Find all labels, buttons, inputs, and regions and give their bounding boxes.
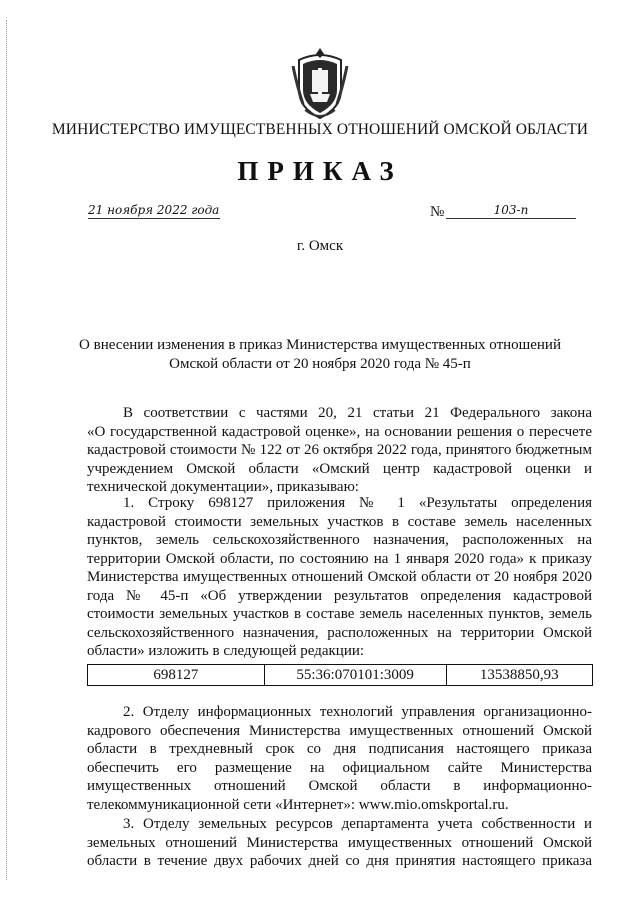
- text-line: 1. Строку 698127 приложения № 1 «Результаты определения: [123, 495, 592, 511]
- order-number: 103-п: [446, 203, 576, 219]
- text-line: области» изложить в следующей редакции:: [87, 643, 365, 659]
- text-line: Министерства имущественных отношений Омской области от 20 ноября 2020: [87, 569, 592, 585]
- text-line: пунктов, земель сельскохозяйственного назначения, расположенных на: [87, 532, 592, 548]
- text-line: кадрового обеспечения Министерства имущественных отношений Омской: [87, 722, 592, 739]
- text-line: области в трехдневный срок со дня подписания настоящего приказа: [87, 741, 592, 757]
- text-line: «О государственной кадастровой оценке», на основании решения о пересчете: [87, 423, 592, 440]
- order-subject: [60, 336, 580, 374]
- text-line: В соответствии с частями 20, 21 статьи 21 Федерального закона: [123, 405, 592, 421]
- subject-line: О внесении изменения в приказ Министерства имущественных отношений: [79, 337, 561, 353]
- text-line: 3. Отделу земельных ресурсов департамента учета собственности и: [123, 816, 592, 832]
- table-cell-row-number: 698127: [88, 665, 265, 686]
- text-line: 2. Отделу информационных технологий управления организационно-: [123, 704, 592, 720]
- coat-of-arms-emblem: [291, 46, 349, 120]
- item-2-paragraph: [87, 703, 592, 814]
- text-line: области в течение двух рабочих дней со дня принятия настоящего приказа: [87, 853, 592, 869]
- text-line: обеспечить его размещение на официальном сайте Министерства: [87, 759, 592, 776]
- text-line: учреждением Омской области «Омский центр кадастровой оценки и: [87, 460, 592, 477]
- text-line: имущественных отношений Омской области в информационно-: [87, 778, 592, 794]
- item-3-paragraph: [87, 815, 592, 871]
- text-line: земельных отношений Министерства имущественных отношений Омской: [87, 834, 592, 851]
- text-line: года № 45-п «Об утверждении результатов определения кадастровой: [87, 587, 592, 604]
- city: г. Омск: [296, 238, 344, 254]
- ministry-name: МИНИСТЕРСТВО ИМУЩЕСТВЕННЫХ ОТНОШЕНИЙ ОМСКОЙ ОБЛАСТИ: [51, 121, 589, 138]
- order-date: 21 ноября 2022 года: [88, 203, 220, 217]
- text-line: телекоммуникационной сети «Интернет»: www.mio.omskportal.ru.: [87, 796, 509, 813]
- text-line: кадастровой стоимости земельных участков в составе земель населенных: [87, 513, 592, 530]
- item-1-paragraph: [87, 494, 592, 661]
- text-line: территории Омской области, по состоянию на 1 января 2020 года» к приказу: [87, 550, 592, 567]
- table-cell-cadastral-number: 55:36:070101:3009: [264, 665, 446, 686]
- text-line: технической документации», приказываю:: [87, 479, 359, 495]
- table-row: [88, 665, 593, 686]
- text-line: кадастровой стоимости № 122 от 26 октября 2022 года, принятого бюджетным: [87, 442, 592, 458]
- scan-margin-line: [6, 20, 9, 880]
- document-type-title: ПРИКАЗ: [237, 156, 403, 186]
- number-label: №: [430, 204, 445, 220]
- cadastral-table: [87, 664, 593, 686]
- table-cell-cadastral-value: 13538850,93: [446, 665, 592, 686]
- text-line: стоимости земельных участков в составе земель населенных пунктов, земель: [87, 606, 592, 622]
- subject-line: Омской области от 20 ноября 2020 года № 45-п: [169, 356, 471, 372]
- preamble-paragraph: [87, 404, 592, 497]
- text-line: сельскохозяйственного назначения, расположенных на территории Омской: [87, 624, 592, 641]
